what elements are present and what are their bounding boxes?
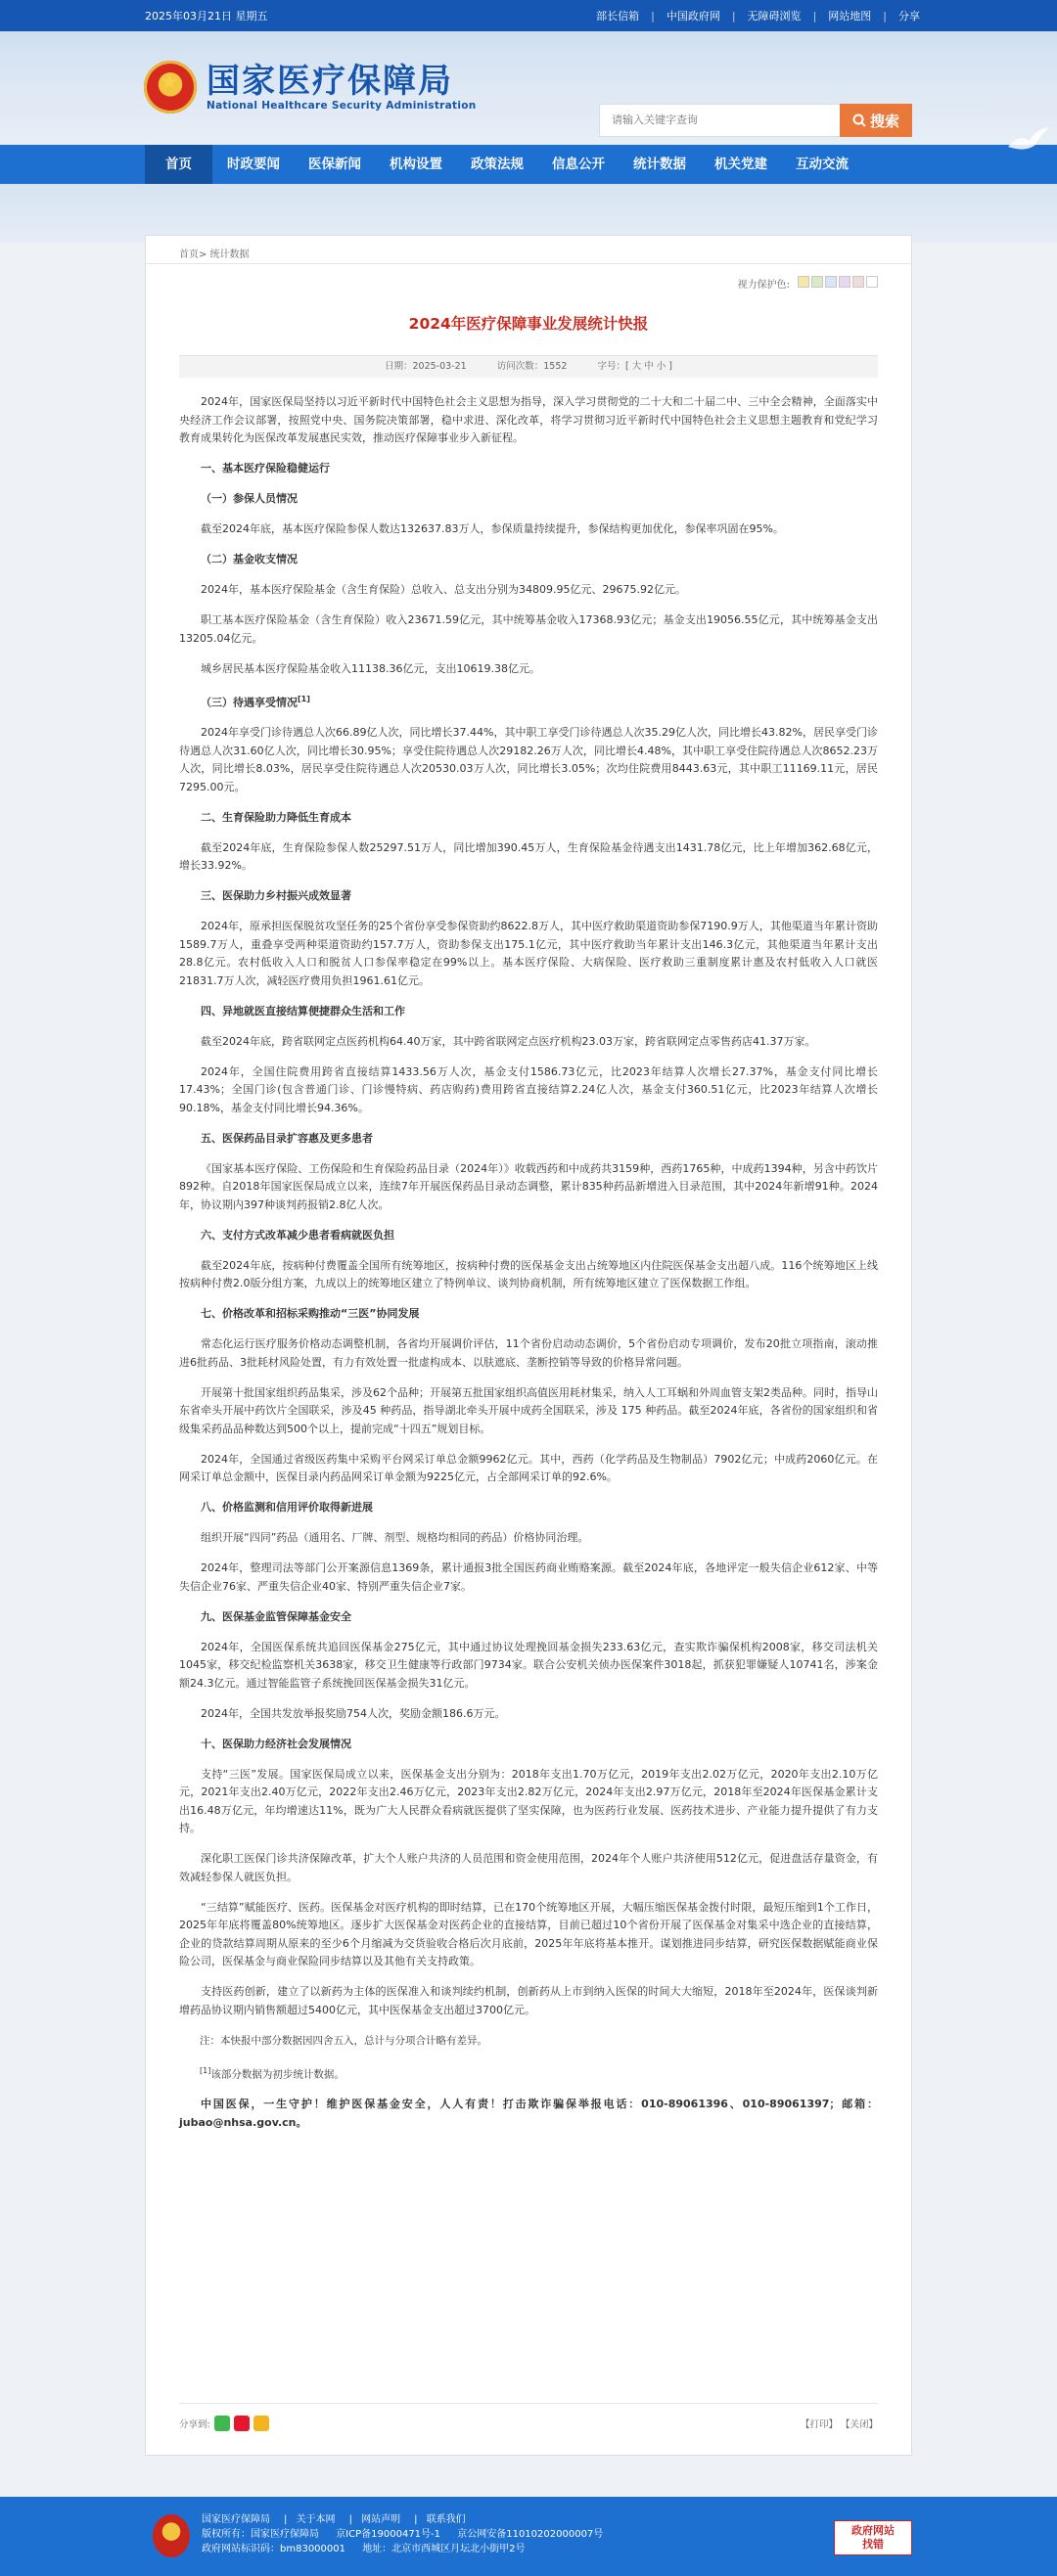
divider: | [812,9,817,23]
vision-color-swatch[interactable] [798,276,809,288]
search-input[interactable] [599,104,840,137]
paragraph [179,1384,878,1439]
paragraph-text: 三、医保助力乡村振兴成效显著 [201,889,351,903]
footer-emblem-icon [153,2514,190,2557]
paragraph-text: 深化职工医保门诊共济保障改革，扩大个人账户共济的人员范围和资金使用范围，2024年个人账户共济使用512亿元，促进盘活存量资金，有效减轻参保人就医负担。 [179,1852,878,1883]
section-heading [179,1003,878,1021]
top-link-share[interactable]: 分享 [898,10,920,23]
paragraph-text: 《国家基本医疗保险、工伤保险和生育保险药品目录（2024年）》收载西药和中成药共3159种，西药1765种，中成药1394种，另含中药饮片892种。自2018年国家医保局成立以来，连续7年开展医保药品目录动态调整，累计835种药品新增进入目录范围，其中2024年新增91种。2024年，协议期内397种谈判药报销2.8亿人次。 [179,1161,878,1211]
divider: | [651,9,655,23]
paragraph [179,611,878,648]
subsection-heading [179,551,878,569]
nav-party-building[interactable]: 机关党建 [714,157,767,172]
paragraph-text: 职工基本医疗保险基金（含生育保险）收入23671.59亿元，其中统筹基金收入17368.93亿元；基金支出19056.55亿元，其中统筹基金支出13205.04亿元。 [179,613,878,645]
print-button[interactable]: 【打印】 [800,2419,838,2430]
section-heading [179,460,878,478]
nav-policies[interactable]: 政策法规 [471,157,524,172]
close-button[interactable]: 【关闭】 [840,2419,878,2430]
vision-protection-bar [179,276,878,291]
footer-site-code: 政府网站标识码：bm83000001 [202,2544,345,2554]
paragraph-text: 2024年，全国共发放举报奖励754人次，奖励金额186.6万元。 [201,1706,506,1720]
paragraph [179,1257,878,1293]
weibo-icon[interactable] [234,2416,250,2431]
article-meta [179,355,878,378]
paragraph-text: 十、医保助力经济社会发展情况 [201,1737,351,1750]
footer-address: 地址：北京市西城区月坛北小街甲2号 [362,2544,526,2554]
footnote [179,2032,878,2051]
report-hotline-notice [179,2096,878,2132]
article-date: 日期：2025-03-21 [385,361,467,372]
paragraph [179,1063,878,1118]
paragraph [179,1033,878,1052]
footer-link-home[interactable]: 国家医疗保障局 [202,2514,270,2525]
paragraph-text: 2024年，全国住院费用跨省直接结算1433.56万人次，基金支付1586.73亿元，比2023年结算人次增长27.37%，基金支付同比增长17.43%；全国门诊(包含普通门诊、门诊慢特病、药店购药)费用跨省直接结算2.24亿人次，基金支付360.51亿元，比2023年结算人次增长90.18%，基金支付同比增长94.36%。 [179,1064,878,1114]
footer-link-statement[interactable]: 网站声明 [361,2514,401,2525]
qzone-icon[interactable] [253,2416,269,2431]
paragraph-text: 截至2024年底，按病种付费覆盖全国所有统筹地区，按病种付费的医保基金支出占统筹地区内住院医保基金支出超八成。116个统筹地区上线按病种付费2.0版分组方案，九成以上的统筹地区建立了特例单议、谈判协商机制，所有统筹地区建立了医保数据工作组。 [179,1258,878,1290]
top-link-accessibility[interactable]: 无障碍浏览 [747,10,802,23]
paragraph-text: （一）参保人员情况 [201,492,298,505]
national-emblem-icon [144,61,197,113]
paragraph [179,918,878,990]
wechat-icon[interactable] [214,2416,230,2431]
dove-icon [1006,125,1051,155]
section-heading [179,809,878,828]
paragraph [179,1899,878,1971]
top-link-mailbox[interactable]: 部长信箱 [596,10,640,23]
nav-statistics[interactable]: 统计数据 [633,157,686,172]
vision-color-swatch[interactable] [839,276,850,288]
paragraph-text: 2024年，整理司法等部门公开案源信息1369条，累计通报3批全国医药商业贿赂案源。截至2024年底，各地评定一般失信企业612家、中等失信企业76家、严重失信企业40家、特别严重失信企业7家。 [179,1561,878,1593]
paragraph-text: 该部分数据为初步统计数据。 [210,2068,345,2081]
paragraph [179,660,878,679]
paragraph-text: “三结算”赋能医疗、医药。医保基金对医疗机构的即时结算，已在170个统筹地区开展，大幅压缩医保基金拨付时限，最短压缩到1个工作日，2025年年底将覆盖80%统筹地区。逐步扩大医保基金对医药企业的直接结算，目前已超过10个省份开展了医保基金对集采中选企业的直接结算，企业的贷款结算周期从原来的至少6个月缩减为交货验收合格后次月底前，2025年年底将基本推开。谋划推进同步结算，研究医保数据赋能商业保险公司，医保基金与商业保险同步结算以及其他有关支持政策。 [179,1900,878,1968]
paragraph [179,1529,878,1548]
article-card [145,235,912,2456]
vision-color-swatch[interactable] [811,276,823,288]
footer-icp[interactable]: 京ICP备19000471号-1 [336,2529,441,2540]
paragraph-text: （二）基金收支情况 [201,553,298,565]
site-header [0,31,1057,145]
gov-badge-line2: 找错 [862,2538,884,2551]
paragraph-text: 四、异地就医直接结算便捷群众生活和工作 [201,1004,405,1017]
share-label: 分享到: [179,2419,210,2430]
paragraph-text: 截至2024年底，跨省联网定点医药机构64.40万家，其中跨省联网定点医疗机构23.03万家，跨省联网定点零售药店41.37万家。 [201,1034,816,1048]
nav-info-disclosure[interactable]: 信息公开 [552,157,605,172]
section-heading [179,1130,878,1149]
paragraph-text: 截至2024年底，生育保险参保人数25297.51万人，同比增加390.45万人，生育保险基金待遇支出1431.78亿元，比上年增加362.68亿元，增长33.92%。 [179,840,878,873]
paragraph-text: 2024年，基本医疗保险基金（含生育保险）总收入、总支出分别为34809.95亿元、29675.92亿元。 [201,583,686,596]
nav-organization[interactable]: 机构设置 [390,157,442,172]
article-title: 2024年医疗保障事业发展统计快报 [408,315,649,333]
banner-background [0,184,1057,243]
paragraph-text: 支持“三医”发展。国家医保局成立以来，医保基金支出分别为：2018年支出1.70万亿元，2019年支出2.02万亿元，2020年支出2.10万亿元，2021年支出2.40万亿元，2022年支出2.46万亿元，2023年支出2.82万亿元，2024年支出2.97万亿元，2018年至2024年医保基金累计支出16.48万亿元，年均增速达11%，既为广大人民群众看病就医提供了坚实保障，也为医药行业发展、医药技术进步、产业能力提升提供了有力支持。 [179,1767,878,1835]
top-bar [0,0,1057,31]
paragraph-text: 2024年，原承担医保脱贫攻坚任务的25个省份享受参保资助约8622.8万人，其中医疗救助渠道资助参保7190.9万人，其他渠道当年累计资助1589.7万人，重叠享受两种渠道资助约157.7万人，资助参保支出175.1亿元，其中医疗救助当年累计支出146.3亿元，其他渠道当年累计支出28.8亿元。农村低收入人口和脱贫人口参保率稳定在99%以上。基本医疗保险、大病保险、医疗救助三重制度累计惠及农村低收入人口就医21831.7万人次，减轻医疗费用负担1961.61亿元。 [179,920,878,987]
nav-politics-news[interactable]: 时政要闻 [227,157,280,172]
paragraph [179,1335,878,1372]
paragraph-text: 九、医保基金监管保障基金安全 [201,1609,351,1623]
paragraph-text: 2024年，全国通过省级医药集中采购平台网采订单总金额9962亿元。其中，西药（化学药品及生物制品）7902亿元；中成药2060亿元。在网采订单总金额中，医保目录内药品网采订单金额为9225亿元，占全部网采订单的92.6%。 [179,1452,878,1484]
section-heading [179,1736,878,1754]
article-visits [497,361,568,372]
vision-color-swatch[interactable] [852,276,864,288]
section-heading [179,1305,878,1324]
paragraph-text: 2024年，全国医保系统共追回医保基金275亿元，其中通过协议处理挽回基金损失233.63亿元，查实欺诈骗保机构2008家，移交司法机关1045家，移交纪检监察机关3638家，移交卫生健康等行政部门9734家。联合公安机关侦办医保案件3018起，抓获犯罪嫌疑人10741名，涉案金额24.3亿元。通过智能监管子系统挽回医保基金损失31亿元。 [179,1640,878,1690]
section-heading [179,887,878,906]
paragraph [179,1983,878,2019]
paragraph-text: 五、医保药品目录扩容惠及更多患者 [201,1131,373,1145]
paragraph [179,1160,878,1215]
top-link-gov[interactable]: 中国政府网 [666,10,720,23]
font-size-switch[interactable]: 字号：[ 大 中 小 ] [597,361,672,372]
paragraph-text: （三）待遇享受情况 [201,696,298,709]
logo-cn-text: 国家医疗保障局 [207,62,453,101]
paragraph-text: 六、支付方式改革减少患者看病就医负担 [201,1228,394,1242]
paragraph-text: 中国医保，一生守护！维护医保基金安全，人人有责！打击欺诈骗保举报电话：010-89061396、010-89061397；邮箱：jubao@nhsa.gov.cn。 [179,2098,878,2129]
subsection-heading [179,490,878,509]
top-links [596,8,920,23]
section-heading [179,1499,878,1517]
vision-label: 视力保护色: [737,280,790,291]
paragraph [179,1451,878,1487]
paragraph-text: 八、价格监测和信用评价取得新进展 [201,1501,373,1514]
nav-interaction[interactable]: 互动交流 [796,157,849,172]
divider: | [883,9,887,23]
gov-badge-line1: 政府网站 [851,2524,895,2537]
paragraph-text: 注：本快报中部分数据因四舍五入，总计与分项合计略有差异。 [200,2034,487,2047]
article-body [179,393,878,2132]
nav-medical-insurance-news[interactable]: 医保新闻 [308,157,361,172]
vision-swatches [796,276,878,291]
search-button[interactable] [840,104,912,137]
paragraph [179,1559,878,1596]
section-heading [179,1227,878,1245]
site-logo[interactable] [144,61,477,113]
footnote-marker[interactable]: [1] [298,694,310,703]
paragraph-text: 七、价格改革和招标采购推动“三医”协同发展 [201,1307,420,1321]
section-heading [179,1608,878,1627]
footer-copyright: 版权所有：国家医疗保障局 [202,2529,319,2540]
vision-color-swatch[interactable] [825,276,837,288]
paragraph [179,1705,878,1724]
search-box [599,104,912,137]
gov-site-error-report-badge[interactable] [834,2520,912,2555]
footer-link-about[interactable]: 关于本网 [296,2514,336,2525]
paragraph [179,1850,878,1886]
footer-police-record[interactable]: 京公网安备11010202000007号 [457,2529,604,2540]
share-bar [179,2403,878,2433]
paragraph-text: 组织开展“四同”药品（通用名、厂牌、剂型、规格均相同的药品）价格协同治理。 [201,1531,589,1545]
visits-label: 访问次数： [496,361,544,372]
current-date: 2025年03月21日 星期五 [145,10,268,23]
paragraph-text: 开展第十批国家组织药品集采，涉及62个品种；开展第五批国家组织高值医用耗材集采，纳入人工耳蜗和外周血管支架2类品种。同时，指导山东省牵头开展中药饮片全国联采，涉及45 种药品，指导湖北牵头开展中成药全国联采，涉及 175 种药品。截至2024年底，各省份的国家组织和省级集采药品品种数达到500个以上，提前完成“十四五”规划目标。 [179,1385,878,1435]
paragraph [179,839,878,876]
paragraph-text: 常态化运行医疗服务价格动态调整机制，各省均开展调价评估，11个省份启动动态调价，5个省份启动专项调价，发布20批立项指南，滚动推进6批药品、3批耗材风险处置，有力有效处置一批虚构成本、以肤遮底、垄断控销等导致的价格异常问题。 [179,1337,878,1369]
search-button-label: 搜索 [869,112,899,130]
search-icon [852,113,866,127]
footer-link-contact[interactable]: 联系我们 [426,2514,466,2525]
paragraph-text: 2024年，国家医保局坚持以习近平新时代中国特色社会主义思想为指导，深入学习贯彻党的二十大和二十届二中、三中全会精神，全面落实中央经济工作会议部署，按照党中央、国务院决策部署，稳中求进、深化改革，将学习贯彻习近平新时代中国特色社会主义思想主题教育和党纪学习教育成果转化为医保改革发展惠民实效，推动医疗保障事业步入新征程。 [179,395,878,444]
paragraph-text: 2024年享受门诊待遇总人次66.89亿人次，同比增长37.44%，其中职工享受门诊待遇总人次35.29亿人次，同比增长43.82%，居民享受门诊待遇总人次31.60亿人次，同比增长30.95%；享受住院待遇总人次29182.26万人次，同比增长4.48%，其中职工享受住院待遇总人次8652.23万人次，同比增长8.03%，居民享受住院待遇总人次20530.03万人次，同比增长3.05%；次均住院费用8443.63元，其中职工11169.11元，居民7295.00元。 [179,726,878,793]
paragraph [179,724,878,796]
main-nav [0,145,1057,184]
logo-en-text: National Healthcare Security Administration [207,100,477,112]
vision-color-swatch[interactable] [866,276,878,288]
paragraph-text: 截至2024年底，基本医疗保险参保人数达132637.83万人，参保质量持续提升，参保结构更加优化，参保率巩固在95%。 [201,522,784,535]
footnote [179,2062,878,2084]
site-footer: 国家医疗保障局 | 关于本网 | 网站声明 | 联系我们 版权所有：国家医疗保障局 京ICP备19000471号-1 京公网安备11010202000007号 政府网站标识码：bm83000001 地址：北京市西城区月坛北小街甲2号 政府网站 找错 [0,2497,1057,2576]
paragraph-text: 支持医药创新，建立了以新药为主体的医保准入和谈判续约机制，创新药从上市到纳入医保的时间大大缩短，2018年至2024年，医保谈判新增药品协议期内销售额超过5400亿元，其中医保基金支出超过3700亿元。 [179,1985,878,2016]
breadcrumb[interactable]: 首页> 统计数据 [179,249,250,260]
paragraph [179,393,878,448]
paragraph-text: 城乡居民基本医疗保险基金收入11138.36亿元，支出10619.38亿元。 [201,661,540,675]
paragraph-text: 一、基本医疗保险稳健运行 [201,462,330,475]
nav-home[interactable]: 首页 [145,145,212,184]
paragraph [179,1766,878,1838]
subsection-heading [179,691,878,712]
paragraph [179,1639,878,1694]
top-link-sitemap[interactable]: 网站地图 [828,10,872,23]
footnote-marker[interactable]: [1] [200,2065,211,2075]
paragraph [179,520,878,539]
paragraph-text: 二、生育保险助力降低生育成本 [201,810,351,824]
paragraph [179,581,878,600]
divider: | [731,9,736,23]
visits-count: 1552 [543,361,568,372]
divider [146,263,911,264]
